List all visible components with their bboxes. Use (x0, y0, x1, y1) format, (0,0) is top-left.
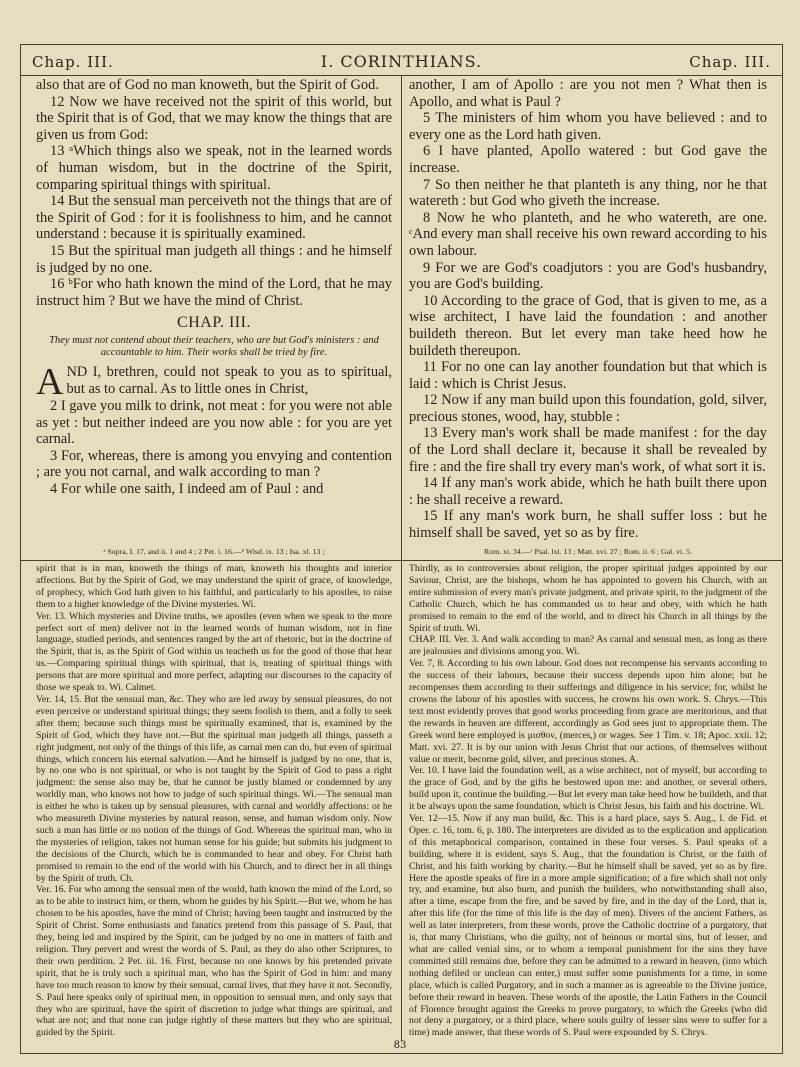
verse: 16 ᵇFor who hath known the mind of the Lord, that he may instruct him ? But we have the mind of Christ. (36, 276, 392, 309)
scripture-column-right (409, 77, 767, 543)
commentary-paragraph: CHAP. III. Ver. 3. And walk according to man? As carnal and sensual men, as long as there are jealousies and divisions among you. Wi. (409, 634, 767, 658)
cross-references-left: ᵃ Supra, I. 17, and ii. 1 and 4 ; 2 Pet. i. 16.—ᵇ Wisd. ix. 13 ; Isa. xl. 13 ; (103, 547, 325, 556)
verse: 12 Now if any man build upon this foundation, gold, silver, precious stones, wood, hay, stubble : (409, 392, 767, 425)
column-divider-notes (401, 561, 402, 1041)
verse: 5 The ministers of him whom you have believed : and to every one as the Lord hath given. (409, 110, 767, 143)
verse: 15 But the spiritual man judgeth all things : and he himself is judged by no one. (36, 242, 392, 276)
chapter-title: CHAP. III. (177, 314, 251, 332)
verse: also that are of God no man knoweth, but the Spirit of God. (36, 77, 379, 93)
first-verse-text: ND I, brethren, could not speak to you as to spiritual, but as to carnal. As to little ones in Christ, (66, 363, 392, 397)
verse: 7 So then neither he that planteth is any thing, nor he that watereth : but God who giveth the increase. (409, 176, 767, 210)
first-verse (36, 360, 392, 403)
scripture-column-left (36, 77, 392, 543)
verse: 14 But the sensual man perceiveth not the things that are of the Spirit of God : for it is foolishness to him, and he cannot understand : because it is spiritually examined. (36, 193, 392, 243)
commentary-paragraph: Ver. 16. For who among the sensual men of the world, hath known the mind of the Lord, so as to be able to instruct him, or them, whom he guides by his Spirit.—But we, whom he has chosen to be his apostles, have the mind of Christ; having been taught and instructed by the Spirit of Christ. Some enthusiasts and fanatics pretend from this passage of S. Paul, that they, being led and inspired by the Spirit, can be judged by no one in matters of faith and religion. They pervert and wrest the words of S. Paul, as they do also other Scriptures, to their own perdition. 2 Pet. iii. 16. First, because no one knows by his pretended private spirit, that he is truly such a spiritual man, who has the Spirit of God in him: and many have too much reason to know by their sensual, carnal lives, that they have it not. Secondly, S. Paul here speaks only of spiritual men, in opposition to sensual men, and only says that they who are spiritual, have the spirit of discretion to judge what things are spiritual, and what are not; and that none can judge rightly of these matters but they who are spiritual, guided by the Spirit. (36, 884, 392, 1039)
verse: 3 For, whereas, there is among you envying and contention ; are you not carnal, and walk according to man ? (36, 447, 392, 481)
commentary-paragraph: Ver. 7, 8. According to his own labour. God does not recompense his servants according to the success of their labours, because their success depends upon him alone; but he recompenses them according to their sufferings and diligence in his service; for, whilst he crowns the labour of his apostles with success, he crowns his own work. S. Chrys.—This text most evidently proves that good works proceeding from grace are meritorious, and that the rewards in heaven are different, accordingly as God sees just to appropriate them. The Greek word here employed is μισθον, (merces,) or wages. See 1 Tim. v. 18; Apoc. xxii. 12; Matt. xvi. 27. It is by our union with Jesus Christ that our actions, of themselves without value or merit, become gold, silver, and precious stones. A. (409, 658, 767, 765)
commentary-paragraph: Thirdly, as to controversies about religion, the proper spiritual judges appointed by our Saviour, Christ, are the bishops, whom he has appointed to govern his Church, with an entire submission of every man's private judgment, and private spirit, to the judgment of the Catholic Church, which he has commanded us to hear and obey, with which he hath promised to remain to the end of the world, and to direct his Church in all things by the Spirit of truth. Wi. (409, 563, 767, 634)
verse: 13 ᵃWhich things also we speak, not in the learned words of human wisdom, but in the doctrine of the Spirit, comparing spiritual things with spiritual. (36, 143, 392, 193)
verse: 11 For no one can lay another foundation but that which is laid : which is Christ Jesus. (409, 359, 767, 392)
verse: 10 According to the grace of God, that is given to me, as a wise architect, I have laid the foundation : and another buildeth thereon. But let every man take heed how he buildeth thereupon. (409, 292, 767, 359)
header-chapter-left: Chap. III. (32, 53, 114, 71)
cross-references-right: Rom. xi. 34.—ᶜ Psal. lxi. 13 ; Matt. xvi. 27 ; Rom. ii. 6 ; Gal. vi. 5. (484, 547, 692, 556)
commentary-paragraph: Ver. 14, 15. But the sensual man, &c. They who are led away by sensual pleasures, do not even perceive or understand spiritual things; they seem foolish to them, and a folly to seek after them; because such things must be spiritually examined, that is, examined by the Spirit of God, which they have not.—But the spiritual man judgeth all things, passeth a right judgment, not only of the things of this life, as carnal men can do, but even of spiritual things, which concern his eternal salvation.—And he himself is judged by no one, that is, by no one who is not spiritual, or who is not taught by the Spirit of God to pass a right judgment: the sense also may be, that he cannot be justly blamed or condemned by any worldly man, who knows not how to judge of such spiritual things. Wi.—The sensual man is either he who is taken up by sensual pleasures, with carnal and worldly affections: or he who measureth Divine mysteries by natural reason, sense, and human wisdom only. Now such a man has little or no notion of the things of God. Whereas the spiritual man, who in the mysteries of religion, takes not human sense for his guide; but submits his judgment to the decisions of the Church, which he is commanded to hear and obey. For Christ hath promised to remain to the end of the world with his Church, and to direct her in all things by the Spirit of truth. Ch. (36, 693, 392, 884)
verse: 4 For while one saith, I indeed am of Paul : and (50, 480, 324, 497)
column-divider-top (401, 76, 402, 560)
verse: 13 Every man's work shall be made manifest : for the day of the Lord shall declare it, because it shall be revealed by fire : and the fire shall try every man's work, of what sort it is. (409, 425, 767, 475)
header-chapter-right: Chap. III. (689, 53, 771, 71)
page-number: 83 (393, 1040, 407, 1051)
commentary-column-left (36, 563, 392, 1041)
verse: 12 Now we have received not the spirit of this world, but the Spirit that is of God, that we may know the things that are given us from God: (36, 93, 392, 143)
verse: 6 I have planted, Apollo watered : but God gave the increase. (409, 143, 767, 176)
verse: 9 For we are God's coadjutors : you are God's husbandry, you are God's building. (409, 259, 767, 293)
commentary-paragraph: Ver. 13. Which mysteries and Divine truths, we apostles (even when we speak to the more perfect sort of men) deliver not in the learned words of human wisdom, not in fine language, studied periods, and sentences ranged by the art of rhetoric, but in the doctrine of the Spirit, that is, as the Spirit of God within us teacheth us for the good of those that hear us.—Comparing spiritual things with spiritual, that is, treating of spiritual things with persons that are more spiritual and more perfect, adapting our discourses to the capacity of those we speak to. Wi. Calmet. (36, 610, 392, 694)
running-header (20, 50, 783, 74)
verse: 15 If any man's work burn, he shall suffer loss : but he himself shall be saved, yet so as by fire. (409, 508, 767, 542)
verse: 8 Now he who planteth, and he who watereth, are one. ᶜAnd every man shall receive his own reward according to his own labour. (409, 209, 767, 259)
chapter-summary: They must not contend about their teachers, who are but God's ministers : and accountable to him. Their works shall be tried by fire. (49, 334, 379, 359)
drop-cap: A (36, 360, 64, 403)
commentary-paragraph: spirit that is in man, knoweth the things of man, knoweth his thoughts and interior affections. But by the Spirit of God, we may understand the spirit of grace, of knowledge, of prophecy, which God hath given to his faithful, and particularly to his apostles, to raise them to a higher knowledge of the Divine mysteries. Wi. (36, 563, 392, 610)
verse: 2 I gave you milk to drink, not meat : for you were not able as yet : but neither indeed are you now able : for you are yet carnal. (36, 397, 392, 448)
commentary-column-right (409, 563, 767, 1041)
commentary-paragraph: Ver. 12—15. Now if any man build, &c. This is a hard place, says S. Aug., l. de Fid. et Oper. c. 16, tom. 6, p. 180. The interpreters are divided as to the explication and application of this metaphorical comparison, contained in these four verses. S. Paul speaks of a building, where it is evident, says S. Aug., that the foundation is Christ, or the faith of Christ, and his faith working by charity.—But he himself shall be saved, yet so as by fire. Here the apostle speaks of fire in a more ample signification; of a fire which shall not only try, and examine, but also burn, and punish the builders, who notwithstanding shall also, after a time, escape from the fire, and be saved by fire, and in the day of the Lord, that is, after this life (for the time of this life is the day of men). Divers of the ancient Fathers, as well as later interpreters, from these words, prove the Catholic doctrine of a purgatory, that is, that many Christians, who die guilty, not of heinous or mortal sins, but of lesser, and what are called venial sins, or to whom a temporal punishment for the sins they have committed still remains due, before they can be admitted to a reward in heaven, (into which nothing defiled or unclean can enter,) must suffer some punishments for a time, in some place, which is called Purgatory, and in such a manner as is agreeable to the Divine justice, before their reward in heaven. These words of the apostle, the Latin Fathers in the Council of Florence brought against the Greeks to prove purgatory, to which the Greeks (who did not deny a purgatory, or a third place, where souls guilty of lesser sins were to suffer for a time) made answer, that these words of S. Paul were expounded by S. Chrys. (409, 813, 767, 1039)
commentary-paragraph: Ver. 10. I have laid the foundation well, as a wise architect, not of myself, but according to the grace of God, and by the gifts he bestowed upon me: and another, or several others, build upon it, continue the building.—But let every man take heed how he buildeth, and that it be always upon the same foundation, which is Christ Jesus, his faith and his doctrine. Wi. (409, 765, 767, 813)
verse: 14 If any man's work abide, which he hath built there upon : he shall receive a reward. (409, 475, 767, 508)
header-book-title: I. CORINTHIANS. (320, 52, 483, 71)
verse: another, I am of Apollo : are you not men ? What then is Apollo, and what is Paul ? (409, 77, 767, 110)
